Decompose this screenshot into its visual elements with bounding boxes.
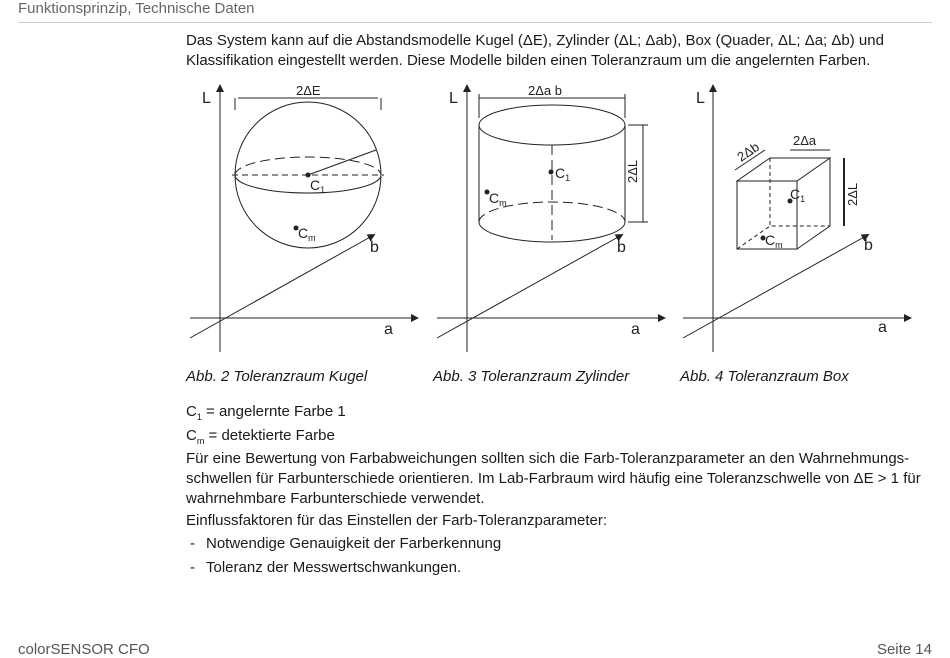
cylinder-c1-point	[549, 170, 554, 175]
sphere-figure	[190, 88, 415, 352]
box-dim-a: 2Δa	[793, 133, 817, 148]
cylinder-figure	[437, 88, 662, 352]
sphere-axis-L: L	[202, 90, 211, 107]
cylinder-c1-label: $C_1$	[555, 165, 571, 183]
box-axis-a: a	[878, 319, 887, 336]
box-dim-b: 2Δb	[734, 139, 762, 165]
paragraph-factors: Einflussfaktoren für das Einstellen der Farb-Toleranzparameter:	[186, 512, 608, 529]
sphere-c1-label: $C_1$	[310, 177, 326, 195]
box-axis-b: b	[864, 237, 873, 254]
cylinder-cm-label: $C_m$	[489, 190, 507, 208]
sphere-axis-b: b	[370, 239, 379, 256]
footer-product: colorSENSOR CFO	[18, 641, 150, 658]
intro-paragraph: Das System kann auf die Abstandsmodelle Kugel (ΔE), Zylinder (ΔL; Δab), Box (Quader, ΔL; Δa; Δb) und Klassifikation eingestellt werden. Diese Modelle bilden einen Toleranzraum um die angelernten Farben.	[186, 32, 884, 69]
box-dim-side: 2ΔL	[845, 182, 860, 206]
cylinder-dim-top: 2Δa b	[528, 83, 562, 98]
legend-c1: $C_1$ = angelernte Farbe 1	[186, 403, 346, 422]
paragraph-tolerance: Für eine Bewertung von Farbabweichungen sollten sich die Farb-Toleranzparameter an den Wahrnehmungs-schwellen für Farbunterschiede orientieren. Im Lab-Farbraum wird häufig eine Toleranzschwelle von ΔE > 1 für wahrnehmbare Farbunterschiede verwendet.	[186, 450, 921, 507]
box-c1-label: $C_1$	[790, 186, 806, 204]
cylinder-axis-b: b	[617, 239, 626, 256]
footer-page-number: Seite 14	[876, 641, 932, 658]
box-cm-label: $C_m$	[765, 232, 783, 250]
box-figure	[683, 88, 908, 352]
cylinder-axis-a: a	[631, 321, 640, 338]
caption-fig3: Abb. 3 Toleranzraum Zylinder	[433, 368, 630, 385]
box-axis-L: L	[696, 90, 705, 107]
cylinder-dim-side: 2ΔL	[625, 159, 640, 183]
list-item: - Notwendige Genauigkeit der Farberkennung	[190, 535, 502, 552]
sphere-cm-label: $C_m$	[298, 225, 316, 243]
legend-cm: $C_m$ = detektierte Farbe	[186, 427, 335, 446]
list-item: - Toleranz der Messwertschwankungen.	[190, 559, 462, 576]
caption-fig2: Abb. 2 Toleranzraum Kugel	[186, 368, 368, 385]
caption-fig4: Abb. 4 Toleranzraum Box	[680, 368, 849, 385]
cylinder-axis-L: L	[449, 90, 458, 107]
header-title: Funktionsprinzip, Technische Daten	[18, 0, 255, 17]
sphere-dim-label: 2ΔE	[296, 83, 321, 98]
sphere-axis-a: a	[384, 321, 393, 338]
